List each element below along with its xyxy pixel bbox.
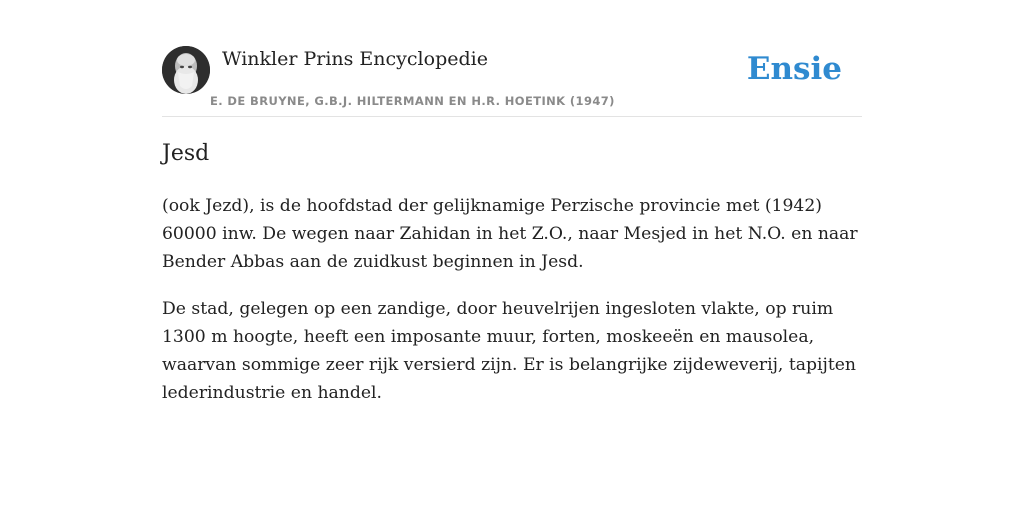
- brand-logo-link[interactable]: Ensie: [746, 51, 842, 87]
- entry-paragraph: (ook Jezd), is de hoofdstad der gelijknamige Perzische provincie met (1942) 60000 inw. De wegen naar Zahidan in het Z.O., naar Mesjed in het N.O. en naar Bender Abbas aan de zuidkust beginnen in Jesd.: [162, 196, 858, 272]
- book-title[interactable]: Winkler Prins Encyclopedie: [222, 48, 488, 70]
- header: [162, 44, 862, 117]
- entry-title: Jesd: [162, 141, 210, 166]
- entry-paragraph: De stad, gelegen op een zandige, door heuvelrijen ingesloten vlakte, op ruim 1300 m hoogte, heeft een imposante muur, forten, moskeeën en mausolea, waarvan sommige zeer rijk versierd zijn. Er is belangrijke zijdeweverij, tapijten lederindustrie en handel.: [162, 299, 856, 403]
- authors-line: E. DE BRUYNE, G.B.J. HILTERMANN EN H.R. HOETINK (1947): [210, 94, 615, 108]
- entry-content: [162, 192, 862, 426]
- author-portrait-icon: [162, 46, 210, 94]
